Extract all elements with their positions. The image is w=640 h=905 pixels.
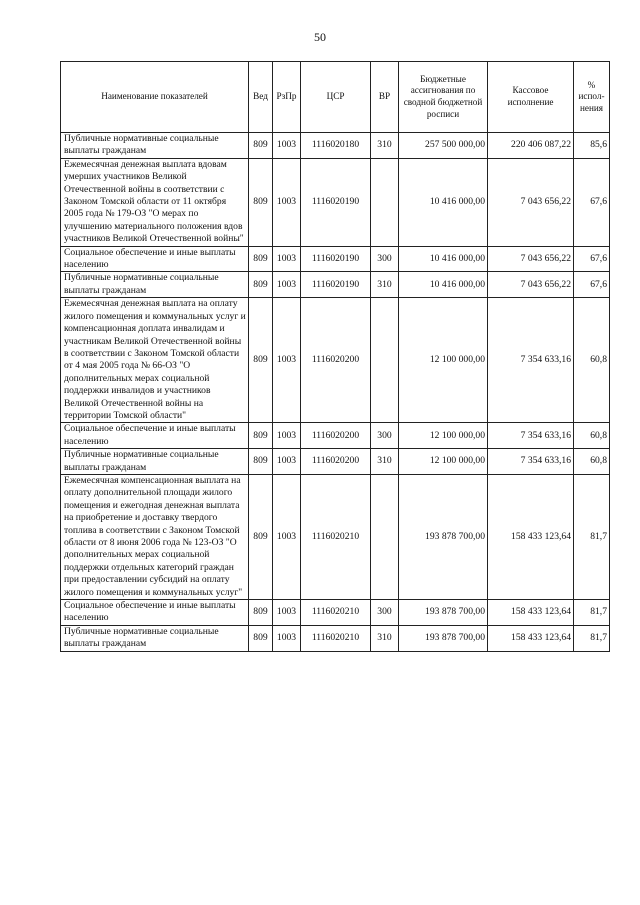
row-vr: 310 (371, 449, 399, 475)
page-number: 50 (314, 30, 326, 44)
row-vr: 300 (371, 600, 399, 626)
row-pct: 60,8 (574, 449, 610, 475)
row-pct: 81,7 (574, 625, 610, 651)
row-name: Ежемесячная компенсационная выплата на оплату дополнительной площади жилого помещения и ежегодная денежная выплата на приобретение и доставку твердого топлива в соответствии с Законом Томской области от 8 июня 2006 года № 123-ОЗ "О дополнительных мерах социальной поддержки отдельных категорий граждан при предоставлении субсидий на оплату жилого помещения и коммунальных услуг" (61, 474, 249, 599)
row-rzpr: 1003 (273, 133, 301, 159)
row-name: Ежемесячная денежная выплата на оплату жилого помещения и коммунальных услуг и компенсационная доплата инвалидам и участникам Великой Отечественной войны в соответствии с Законом Томской области от 4 мая 2005 года № 66-ОЗ "О дополнительных мерах социальной поддержки инвалидов и участников Великой Отечественной войны на территории Томской области" (61, 298, 249, 423)
row-vr: 310 (371, 272, 399, 298)
row-pct: 60,8 (574, 423, 610, 449)
table-row (61, 133, 610, 159)
row-cash: 158 433 123,64 (488, 625, 574, 651)
row-ved: 809 (249, 625, 273, 651)
row-csr: 1116020180 (301, 133, 371, 159)
row-ved: 809 (249, 158, 273, 246)
row-ved: 809 (249, 423, 273, 449)
header-csr: ЦСР (301, 62, 371, 133)
row-pct: 67,6 (574, 272, 610, 298)
header-rzpr: РзПр (273, 62, 301, 133)
budget-table (60, 61, 610, 652)
table-header-row (61, 62, 610, 133)
row-rzpr: 1003 (273, 423, 301, 449)
row-csr: 1116020190 (301, 158, 371, 246)
row-ved: 809 (249, 474, 273, 599)
row-pct: 81,7 (574, 474, 610, 599)
row-assign: 12 100 000,00 (399, 423, 488, 449)
header-assign: Бюджетные ассигнования по сводной бюджетной росписи (399, 62, 488, 133)
row-ved: 809 (249, 133, 273, 159)
header-cash: Кассовое исполнение (488, 62, 574, 133)
row-rzpr: 1003 (273, 246, 301, 272)
row-vr (371, 298, 399, 423)
row-assign: 193 878 700,00 (399, 600, 488, 626)
row-rzpr: 1003 (273, 600, 301, 626)
row-pct: 67,6 (574, 158, 610, 246)
row-cash: 7 043 656,22 (488, 272, 574, 298)
row-name: Социальное обеспечение и иные выплаты населению (61, 600, 249, 626)
row-assign: 257 500 000,00 (399, 133, 488, 159)
row-csr: 1116020210 (301, 625, 371, 651)
row-pct: 60,8 (574, 298, 610, 423)
table-row (61, 474, 610, 599)
row-name: Социальное обеспечение и иные выплаты населению (61, 246, 249, 272)
row-vr (371, 474, 399, 599)
row-name: Публичные нормативные социальные выплаты гражданам (61, 625, 249, 651)
row-csr: 1116020210 (301, 600, 371, 626)
row-vr: 310 (371, 133, 399, 159)
row-rzpr: 1003 (273, 298, 301, 423)
row-ved: 809 (249, 449, 273, 475)
table-row (61, 158, 610, 246)
row-name: Публичные нормативные социальные выплаты гражданам (61, 449, 249, 475)
row-rzpr: 1003 (273, 625, 301, 651)
table-row (61, 423, 610, 449)
table-row (61, 600, 610, 626)
row-ved: 809 (249, 272, 273, 298)
row-assign: 193 878 700,00 (399, 625, 488, 651)
row-ved: 809 (249, 600, 273, 626)
row-ved: 809 (249, 298, 273, 423)
row-assign: 10 416 000,00 (399, 246, 488, 272)
row-assign: 12 100 000,00 (399, 298, 488, 423)
row-vr: 300 (371, 246, 399, 272)
row-vr: 310 (371, 625, 399, 651)
row-rzpr: 1003 (273, 158, 301, 246)
row-cash: 7 354 633,16 (488, 423, 574, 449)
row-pct: 81,7 (574, 600, 610, 626)
header-name: Наименование показателей (61, 62, 249, 133)
row-cash: 7 043 656,22 (488, 158, 574, 246)
header-pct: % испол-нения (574, 62, 610, 133)
row-pct: 85,6 (574, 133, 610, 159)
row-pct: 67,6 (574, 246, 610, 272)
row-cash: 220 406 087,22 (488, 133, 574, 159)
table-row (61, 449, 610, 475)
row-csr: 1116020210 (301, 474, 371, 599)
row-cash: 7 354 633,16 (488, 298, 574, 423)
row-rzpr: 1003 (273, 272, 301, 298)
row-vr: 300 (371, 423, 399, 449)
row-cash: 7 354 633,16 (488, 449, 574, 475)
row-rzpr: 1003 (273, 449, 301, 475)
table-row (61, 246, 610, 272)
row-csr: 1116020190 (301, 246, 371, 272)
row-csr: 1116020200 (301, 449, 371, 475)
table-row (61, 625, 610, 651)
row-csr: 1116020200 (301, 423, 371, 449)
row-assign: 12 100 000,00 (399, 449, 488, 475)
row-vr (371, 158, 399, 246)
row-cash: 158 433 123,64 (488, 474, 574, 599)
row-cash: 158 433 123,64 (488, 600, 574, 626)
row-csr: 1116020190 (301, 272, 371, 298)
row-assign: 10 416 000,00 (399, 158, 488, 246)
row-name: Социальное обеспечение и иные выплаты населению (61, 423, 249, 449)
table-row (61, 272, 610, 298)
header-vr: ВР (371, 62, 399, 133)
row-assign: 193 878 700,00 (399, 474, 488, 599)
header-ved: Вед (249, 62, 273, 133)
row-assign: 10 416 000,00 (399, 272, 488, 298)
row-csr: 1116020200 (301, 298, 371, 423)
row-cash: 7 043 656,22 (488, 246, 574, 272)
row-name: Публичные нормативные социальные выплаты гражданам (61, 133, 249, 159)
row-name: Ежемесячная денежная выплата вдовам умерших участников Великой Отечественной войны в соответствии с Законом Томской области от 11 октября 2005 года № 179-ОЗ "О мерах по улучшению материального положения вдов участников Великой Отечественной войны" (61, 158, 249, 246)
table-row (61, 298, 610, 423)
row-ved: 809 (249, 246, 273, 272)
row-name: Публичные нормативные социальные выплаты гражданам (61, 272, 249, 298)
row-rzpr: 1003 (273, 474, 301, 599)
